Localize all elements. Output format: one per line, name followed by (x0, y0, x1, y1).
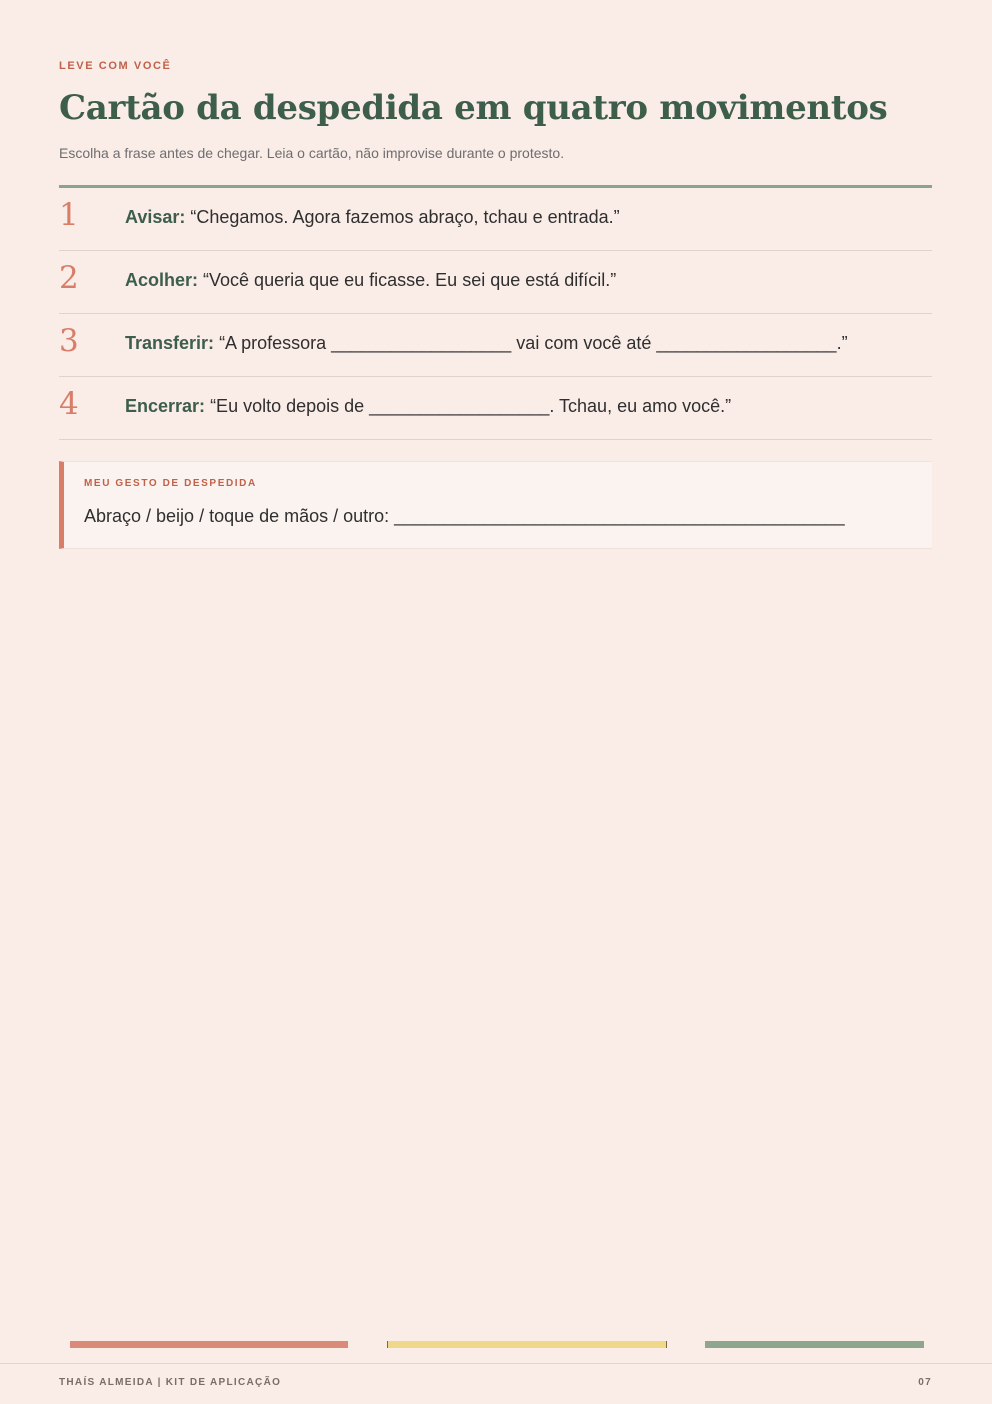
steps-list (59, 185, 932, 440)
step-item (59, 377, 932, 440)
step-label: Avisar: (125, 207, 186, 227)
step-text (125, 207, 620, 228)
step-phrase: “Eu volto depois de __________________. Tchau, eu amo você.” (210, 396, 732, 416)
footer-credit: THAÍS ALMEIDA | KIT DE APLICAÇÃO (59, 1377, 282, 1388)
step-label: Transferir: (125, 333, 215, 353)
coral-bar (70, 1341, 348, 1348)
gesture-label: MEU GESTO DE DESPEDIDA (84, 478, 257, 489)
page-number: 07 (918, 1377, 932, 1388)
page-title: Cartão da despedida em quatro movimentos (59, 88, 888, 128)
step-label: Acolher: (125, 270, 199, 290)
step-item (59, 314, 932, 377)
step-text (125, 270, 616, 291)
gesture-fill-in: Abraço / beijo / toque de mãos / outro: _____________________________________________ (84, 506, 845, 526)
footer-divider (0, 1363, 992, 1364)
section-eyebrow: LEVE COM VOCÊ (59, 60, 172, 72)
step-phrase: “A professora __________________ vai com você até __________________.” (219, 333, 848, 353)
step-phrase: “Você queria que eu ficasse. Eu sei que está difícil.” (203, 270, 617, 290)
step-item (59, 188, 932, 251)
step-text (125, 333, 848, 354)
page-subtitle: Escolha a frase antes de chegar. Leia o cartão, não improvise durante o protesto. (59, 145, 565, 161)
step-phrase: “Chegamos. Agora fazemos abraço, tchau e entrada.” (190, 207, 620, 227)
step-number: 1 (59, 197, 79, 233)
green-bar (705, 1341, 924, 1348)
gesture-callout (59, 461, 932, 549)
step-text (125, 396, 731, 417)
step-label: Encerrar: (125, 396, 206, 416)
decorative-color-bars (70, 1341, 924, 1349)
step-item (59, 251, 932, 314)
step-number: 4 (59, 386, 79, 422)
step-number: 2 (59, 260, 79, 296)
step-number: 3 (59, 323, 79, 359)
yellow-bar (387, 1341, 667, 1348)
